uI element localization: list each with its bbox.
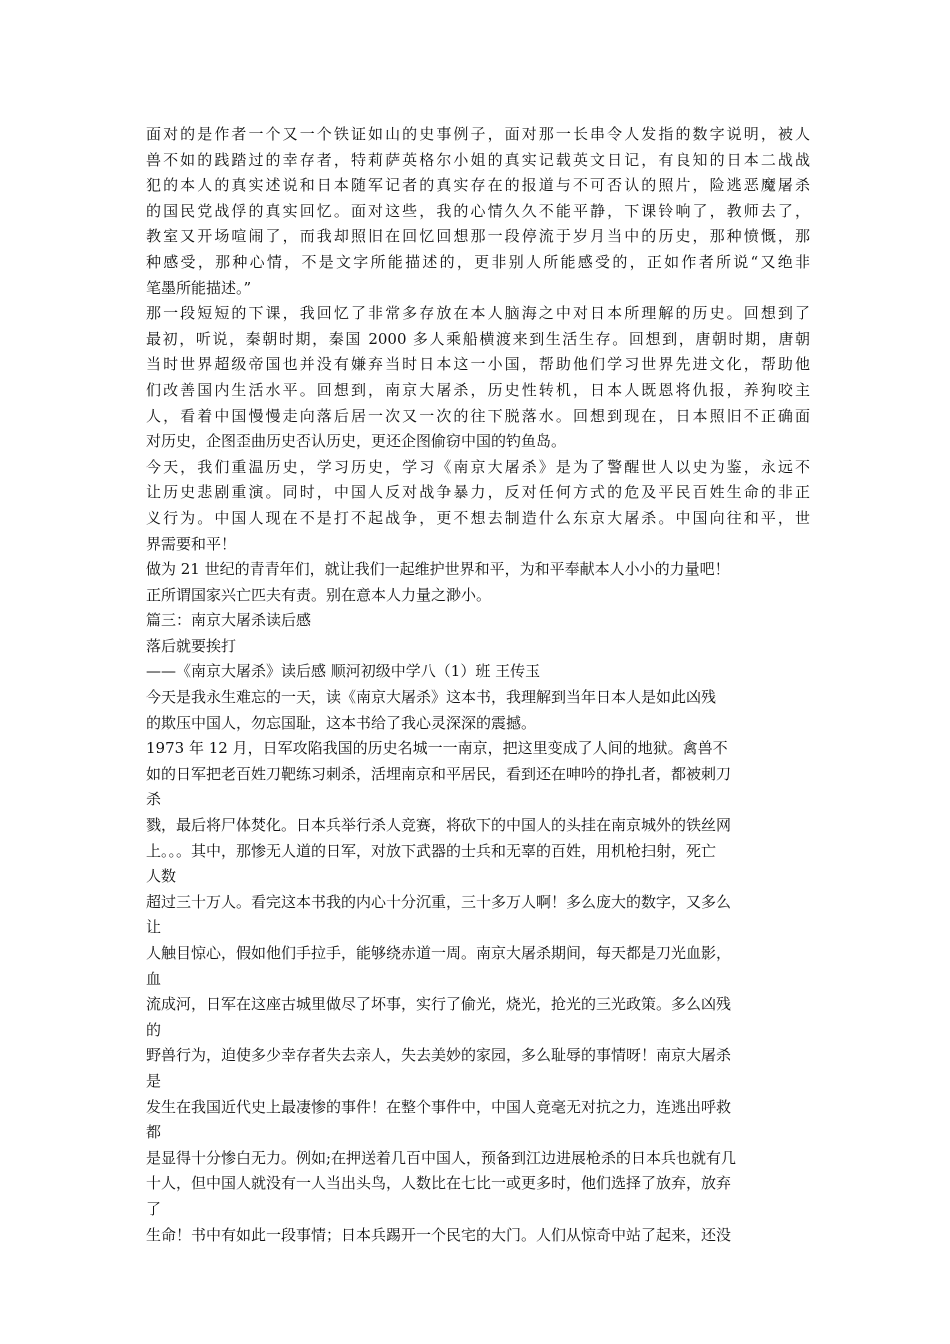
- text-line: 了: [146, 1199, 162, 1218]
- text-line: 是显得十分惨白无力。例如;在押送着几百中国人，预备到江边进展枪杀的日本兵也就有几: [146, 1148, 737, 1167]
- text-line: 落后就要挨打: [146, 636, 237, 655]
- text-line: 种感受，那种心情，不是文字所能描述的，更非别人所能感受的，正如作者所说“又绝非: [146, 252, 810, 271]
- text-line: 超过三十万人。看完这本书我的内心十分沉重，三十多万人啊！多么庞大的数字，又多么: [146, 892, 732, 911]
- text-line: 人，看着中国慢慢走向落后居一次又一次的往下脱落水。回想到现在，日本照旧不正确面: [146, 406, 810, 425]
- text-line: 今天，我们重温历史，学习历史，学习《南京大屠杀》是为了警醒世人以史为鉴，永远不: [146, 457, 810, 476]
- text-line: ——《南京大屠杀》读后感 顺河初级中学八（1）班 王传玉: [146, 662, 541, 681]
- text-line: 如的日军把老百姓刀靶练习刺杀，活埋南京和平居民，看到还在呻吟的挣扎者，都被刺刀: [146, 764, 732, 783]
- text-line: 犯的本人的真实述说和日本随军记者的真实存在的报道与不可否认的照片，险逃恶魔屠杀: [146, 176, 810, 195]
- text-line: 发生在我国近代史上最凄惨的事件！在整个事件中，中国人竟毫无对抗之力，连逃出呼救: [146, 1097, 732, 1116]
- text-line: 篇三：南京大屠杀读后感: [146, 611, 312, 630]
- text-line: 正所谓国家兴亡匹夫有责。别在意本人力量之渺小。: [146, 585, 492, 604]
- text-line: 对历史，企图歪曲历史否认历史，更还企图偷窃中国的钓鱼岛。: [146, 432, 567, 451]
- text-line: 今天是我永生难忘的一天，读《南京大屠杀》这本书，我理解到当年日本人是如此凶残: [146, 688, 717, 707]
- text-line: 的欺压中国人，勿忘国耻，这本书给了我心灵深深的震撼。: [146, 713, 537, 732]
- text-line: 上。。。其中，那惨无人道的日军，对放下武器的士兵和无辜的百姓，用机枪扫射，死亡: [146, 841, 717, 860]
- text-line: 的: [146, 1020, 162, 1039]
- text-line: 是: [146, 1071, 162, 1090]
- text-line: 当时世界超级帝国也并没有嫌弃当时日本这一小国，帮助他们学习世界先进文化，帮助他: [146, 355, 810, 374]
- text-line: 十人，但中国人就没有一人当出头鸟，人数比在七比一或更多时，他们选择了放弃，放弃: [146, 1174, 732, 1193]
- text-line: 让历史悲剧重演。同时，中国人反对战争暴力，反对任何方式的危及平民百姓生命的非正: [146, 483, 810, 502]
- text-line: 1973 年 12 月，日军攻陷我国的历史名城一一南京，把这里变成了人间的地狱。禽兽不: [146, 739, 728, 758]
- text-line: 兽不如的践踏过的幸存者，特莉萨英格尔小姐的真实记载英文日记，有良知的日本二战战: [146, 150, 810, 169]
- text-line: 血: [146, 969, 162, 988]
- text-line: 都: [146, 1123, 162, 1142]
- text-line: 野兽行为，迫使多少幸存者失去亲人，失去美妙的家园，多么耻辱的事情呀！南京大屠杀: [146, 1046, 732, 1065]
- text-line: 面对的是作者一个又一个铁证如山的史事例子，面对那一长串令人发指的数字说明，被人: [146, 125, 810, 143]
- text-line: 义行为。中国人现在不是打不起战争，更不想去制造什么东京大屠杀。中国向往和平，世: [146, 508, 810, 527]
- text-line: 那一段短短的下课，我回忆了非常多存放在本人脑海之中对日本所理解的历史。回想到了: [146, 304, 810, 323]
- text-line: 人触目惊心，假如他们手拉手，能够绕赤道一周。南京大屠杀期间，每天都是刀光血影，: [146, 944, 732, 962]
- text-line: 流成河，日军在这座古城里做尽了坏事，实行了偷光，烧光，抢光的三光政策。多么凶残: [146, 995, 732, 1014]
- text-line: 做为 21 世纪的青青年们，就让我们一起维护世界和平，为和平奉献本人小小的力量吧！: [146, 560, 730, 579]
- text-line: 让: [146, 918, 162, 937]
- text-line: 界需要和平！: [146, 534, 237, 553]
- text-line: 人数: [146, 867, 177, 886]
- text-line: 杀: [146, 790, 162, 809]
- text-line: 戮，最后将尸体焚化。日本兵举行杀人竞赛，将砍下的中国人的头挂在南京城外的铁丝网: [146, 816, 732, 835]
- text-line: 笔墨所能描述。”: [146, 278, 252, 297]
- text-line: 生命！书中有如此一段事情；日本兵踢开一个民宅的大门。人们从惊奇中站了起来，还没: [146, 1225, 732, 1244]
- document-body: [146, 122, 810, 1248]
- text-line: 们改善国内生活水平。回想到，南京大屠杀，历史性转机，日本人既恩将仇报，养狗咬主: [146, 380, 810, 399]
- text-line: 教室又开场喧闹了，而我却照旧在回忆回想那一段停流于岁月当中的历史，那种愤慨，那: [146, 227, 810, 246]
- text-line: 最初，听说，秦朝时期，秦国 2000 多人乘船横渡来到生活生存。回想到，唐朝时期，唐朝: [146, 329, 810, 348]
- text-line: 的国民党战俘的真实回忆。面对这些，我的心情久久不能平静，下课铃响了，教师去了，: [146, 201, 810, 220]
